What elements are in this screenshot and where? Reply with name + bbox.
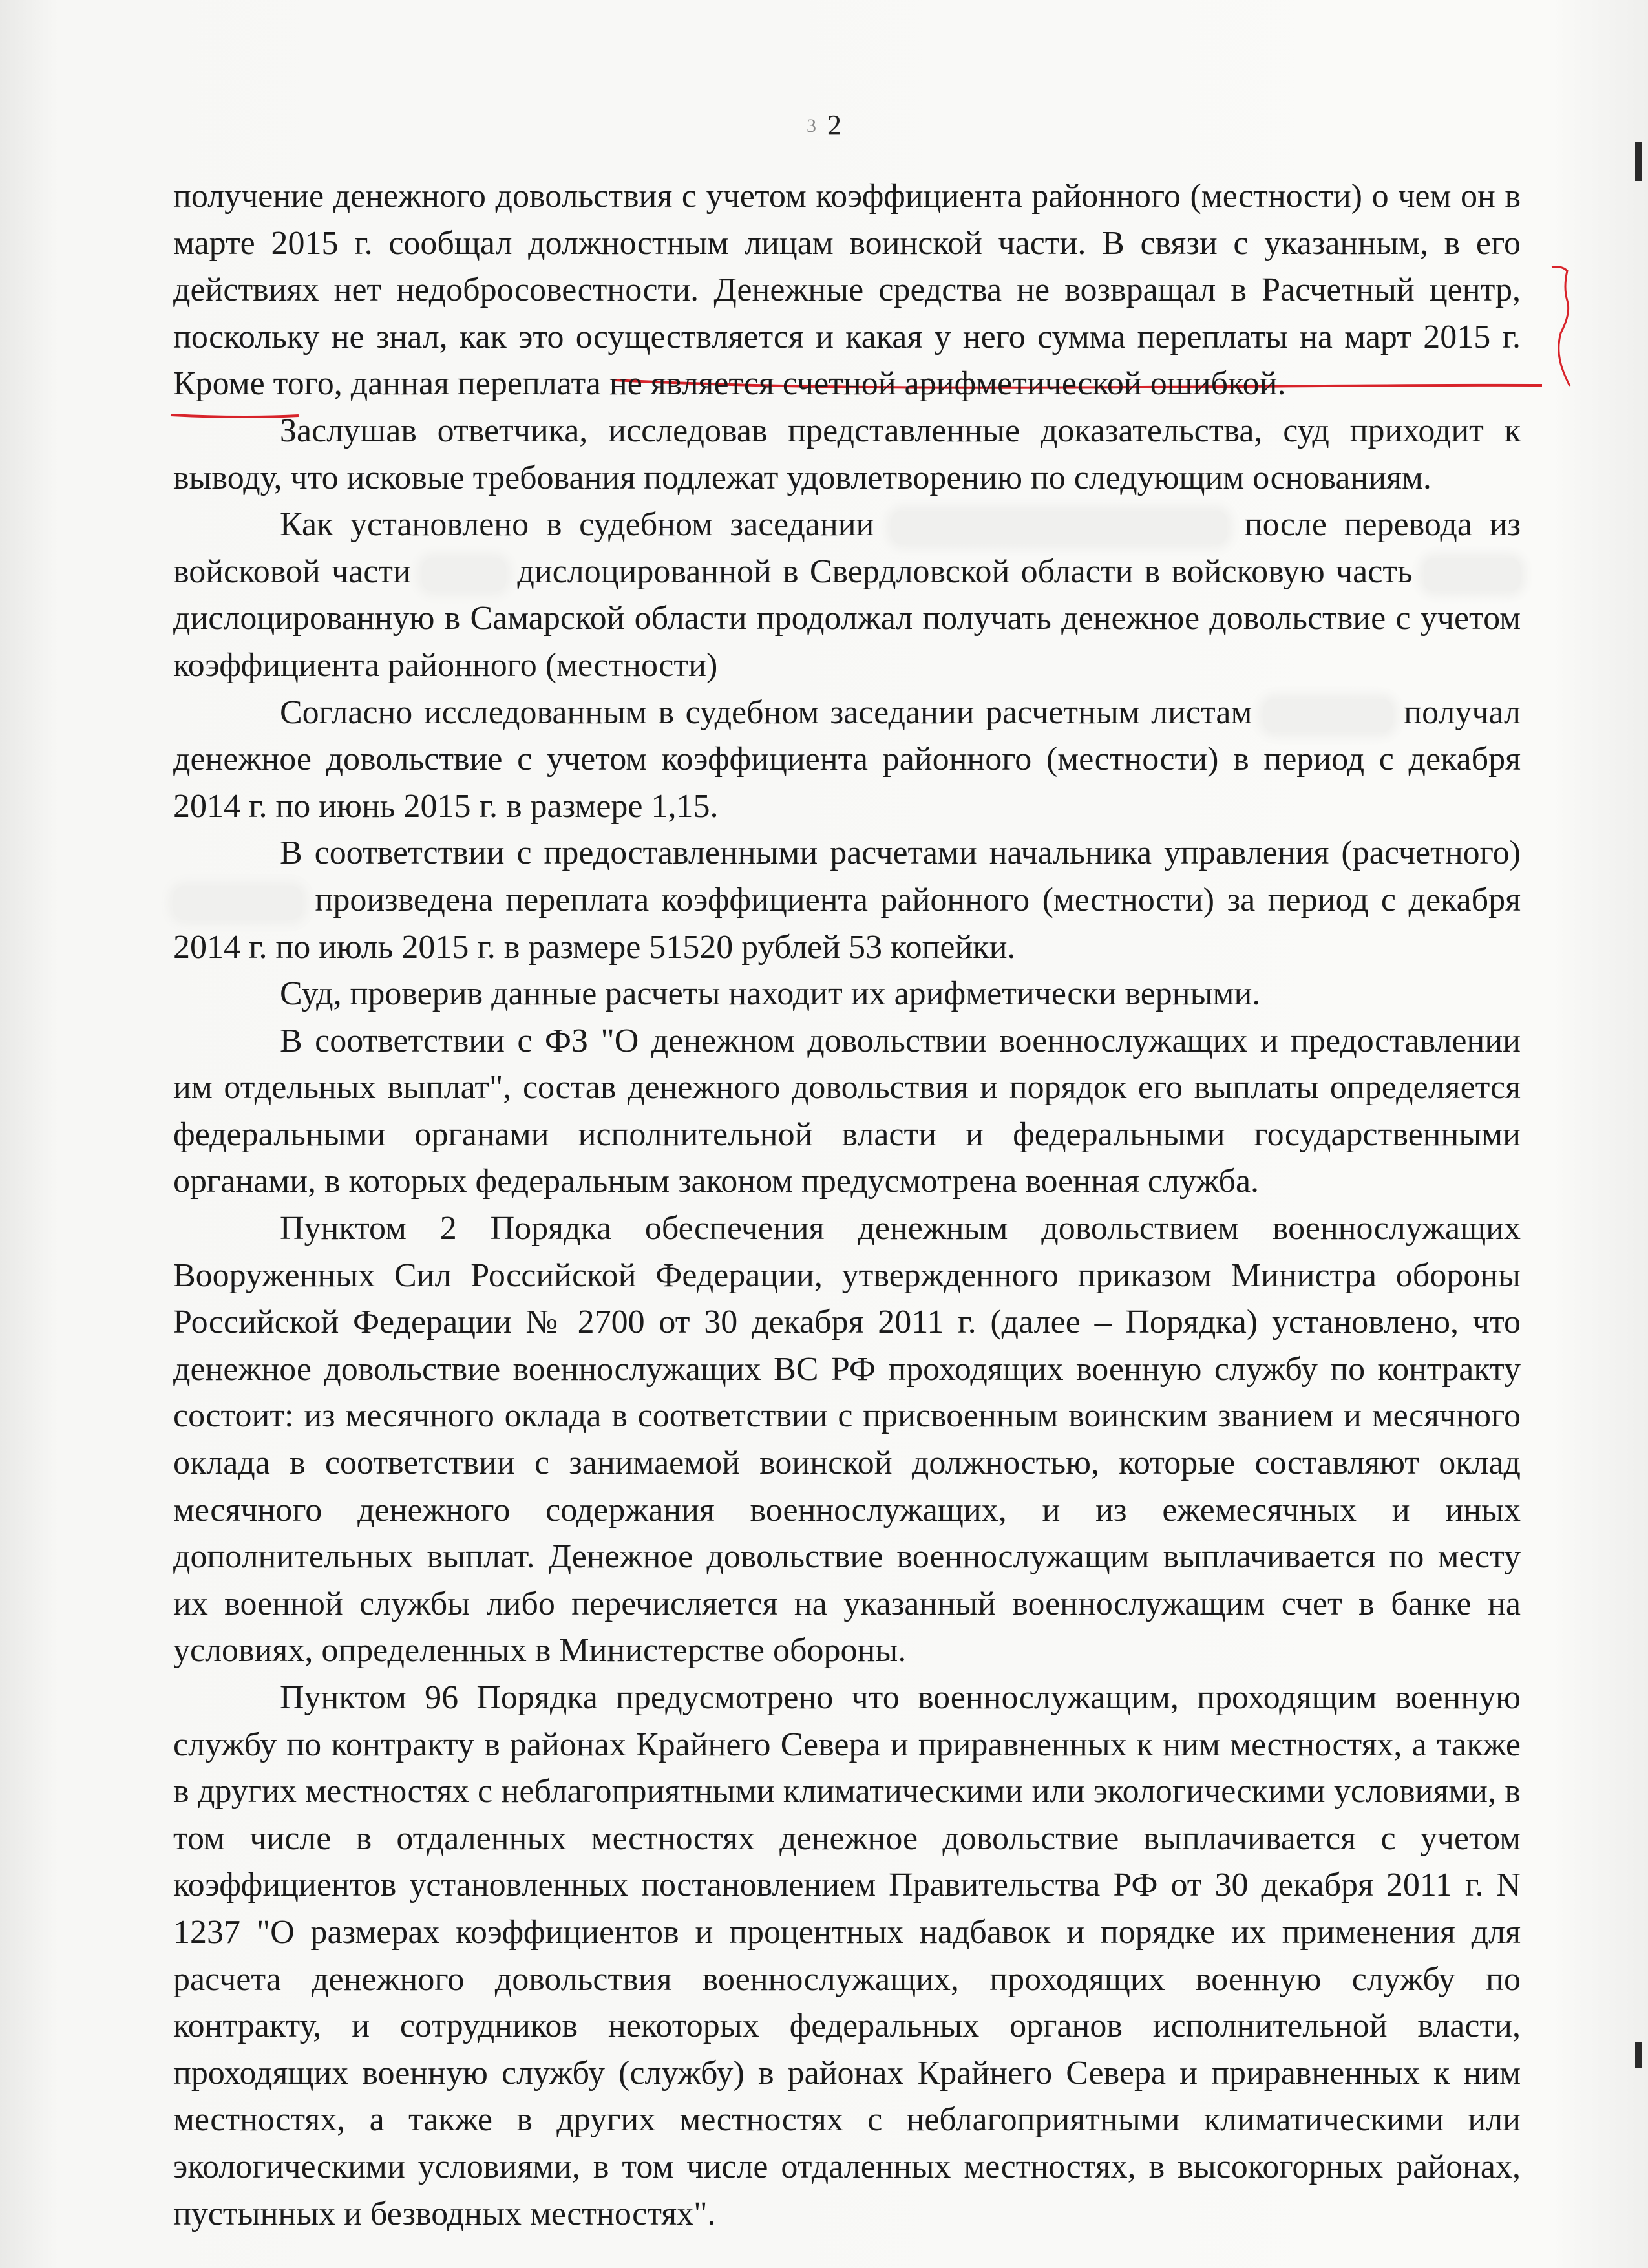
- paragraph-text: произведена переплата коэффициента районного (местности) за период с декабря 2014 г. по июль 2015 г. в размере 51520 рублей 53 копейки.: [173, 881, 1521, 966]
- paragraph: [173, 690, 1521, 831]
- redacted-name: [891, 511, 1227, 544]
- paragraph: получение денежного довольствия с учетом коэффициента районного (местности) о чем он в марте 2015 г. сообщал должностным лицам воинской части. В связи с указанным, в его действиях нет недобросовестности. Денежные средства не возвращал в Расчетный центр, поскольку не знал, как это осуществляется и какая у него сумма переплаты на март 2015 г. Кроме того, данная переплата не является счетной арифметической ошибкой.: [173, 178, 1521, 403]
- paragraph-text: дислоцированной в Свердловской области в войсковую часть: [517, 553, 1413, 590]
- paragraph: Пунктом 2 Порядка обеспечения денежным довольствием военнослужащих Вооруженных Сил Российской Федерации, утвержденного приказом Министра обороны Российской Федерации № 2700 от 30 декабря 2011 г. (далее – Порядка) установлено, что денежное довольствие военнослужащих ВС РФ проходящих военную службу по контракту состоит: из месячного оклада в соответствии с присвоенным воинским званием и месячного оклада в соответствии с занимаемой воинской должностью, которые составляют оклад месячного денежного содержания военнослужащих, и из ежемесячных и иных дополнительных выплат. Денежное довольствие военнослужащим выплачивается по месту их военной службы либо перечисляется на указанный военнослужащим счет в банке на условиях, определенных в Министерстве обороны.: [173, 1210, 1521, 1669]
- paragraph-text: Согласно исследованным в судебном заседании расчетным листам: [280, 694, 1252, 731]
- document-body: [173, 173, 1521, 2238]
- paragraph: В соответствии с ФЗ "О денежном довольствии военнослужащих и предоставлении им отдельных выплат", состав денежного довольствия и порядок его выплаты определяется федеральными органами исполнительной власти и федеральными государственными органами, в которых федеральным законом предусмотрена военная служба.: [173, 1022, 1521, 1200]
- paragraph-text: после перевода из войсковой части: [173, 506, 1521, 590]
- page-number: 2: [827, 109, 841, 141]
- paragraph: Пунктом 96 Порядка предусмотрено что военнослужащим, проходящим военную службу по контракту в районах Крайнего Севера и приравненных к ним местностях, а также в других местностях с неблагоприятными климатическими или экологическими условиями, в том числе в отдаленных местностях денежное довольствие выплачивается с учетом коэффициентов установленных постановлением Правительства РФ от 30 декабря 2011 г. N 1237 "О размерах коэффициентов и процентных надбавок и порядке их применения для расчета денежного довольствия военнослужащих, проходящих военную службу по контракту, и сотрудников некоторых федеральных органов исполнительной власти, проходящих военную службу (службу) в районах Крайнего Севера и приравненных к ним местностях, а также в других местностях с неблагоприятными климатическими или экологическими условиями, в том числе отдаленных местностях, в высокогорных районах, пустынных и безводных местностях".: [173, 1679, 1521, 2232]
- edge-mark: [1635, 2042, 1642, 2068]
- paragraph-text: В соответствии с предоставленными расчетами начальника управления (расчетного): [280, 834, 1521, 872]
- paragraph-text: дислоцированную в Самарской области продолжал получать денежное довольствие с учетом коэффициента районного (местности): [173, 600, 1521, 684]
- redacted-unit: [1424, 558, 1521, 591]
- redacted-unit: [422, 558, 506, 591]
- edge-mark: [1635, 142, 1642, 181]
- paragraph-text: Как установлено в судебном заседании: [280, 506, 874, 544]
- redacted-name: [173, 886, 302, 920]
- page-number-faint: 3: [807, 115, 816, 136]
- paragraph: [173, 830, 1521, 971]
- paragraph: [173, 502, 1521, 689]
- paragraph: Заслушав ответчика, исследовав представленные доказательства, суд приходит к выводу, что исковые требования подлежат удовлетворению по следующим основаниям.: [173, 412, 1521, 496]
- paragraph-text: получал денежное довольствие с учетом коэффициента районного (местности) в период с декабря 2014 г. по июнь 2015 г. в размере 1,15.: [173, 694, 1521, 825]
- red-margin-bracket: [1548, 262, 1574, 391]
- paragraph: Суд, проверив данные расчеты находит их арифметически верными.: [280, 975, 1261, 1013]
- redacted-name: [1263, 699, 1393, 732]
